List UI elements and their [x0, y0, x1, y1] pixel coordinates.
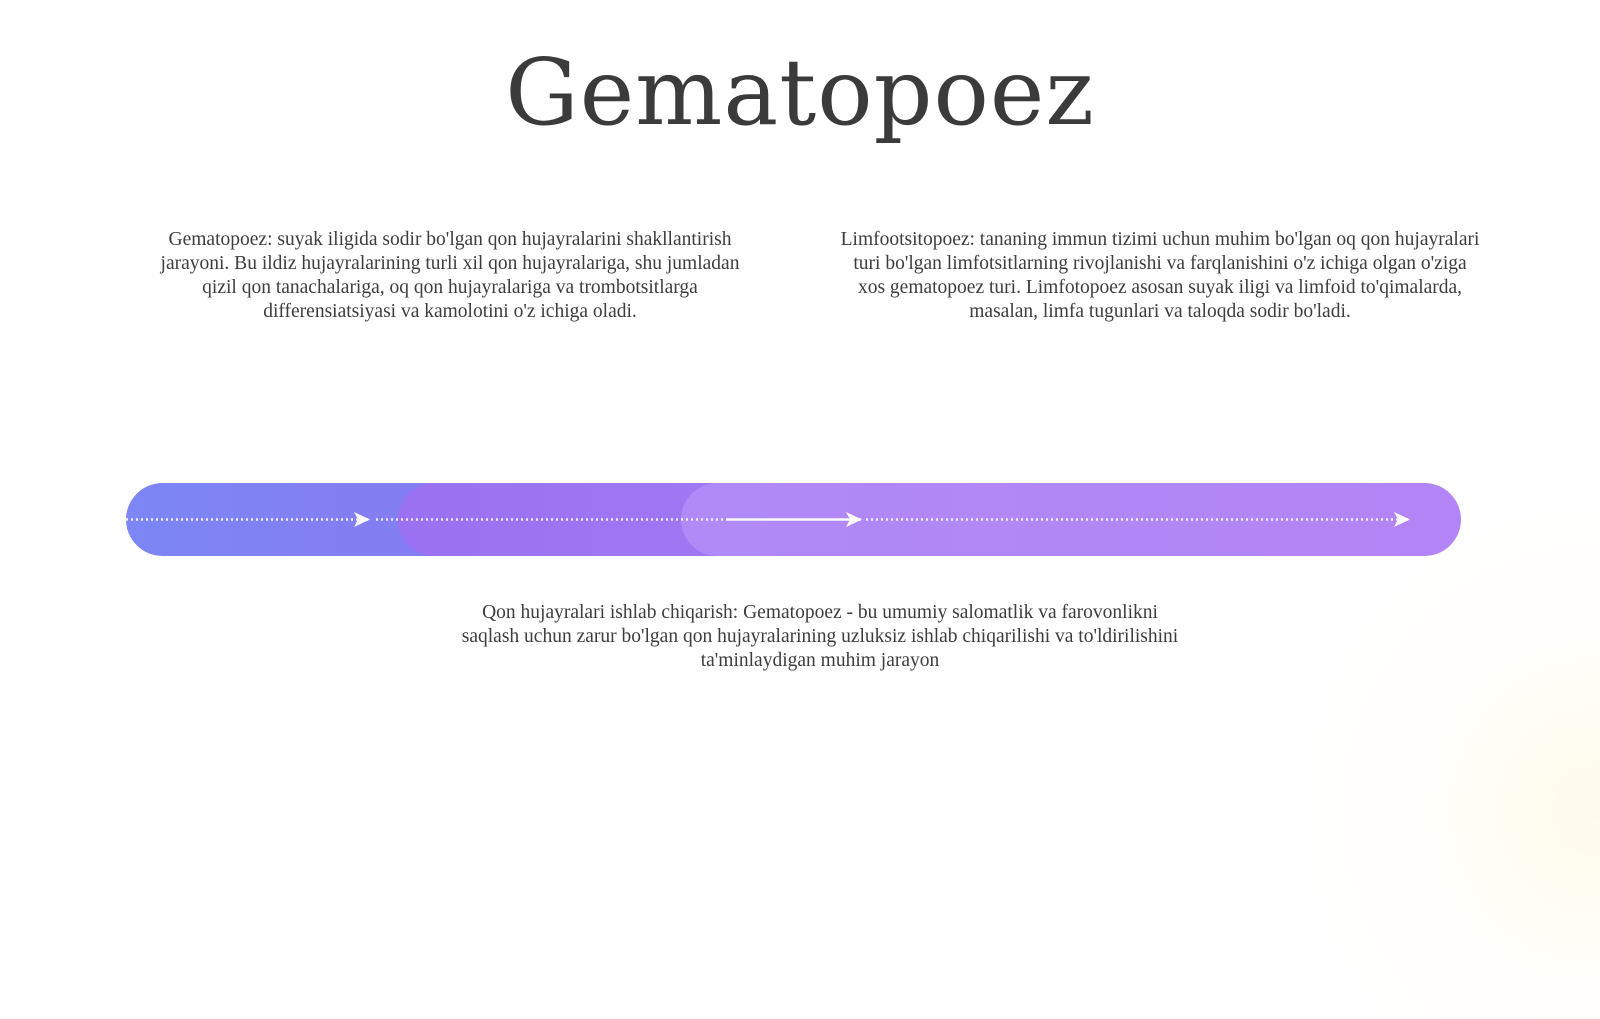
- timeline-graphic: [126, 483, 1461, 556]
- text-block-blood-cell-production: Qon hujayralari ishlab chiqarish: Gematopoez - bu umumiy salomatlik va farovonlikni saqlash uchun zarur bo'lgan qon hujayralarining uzluksiz ishlab chiqarilishi va to'ldirilishini ta'minlaydigan muhim jarayon: [461, 602, 1179, 671]
- background-glow: [1300, 499, 1600, 1019]
- text-block-lymphocytopoiesis: Limfootsitopoez: tananing immun tizimi uchun muhim bo'lgan oq qon hujayralari turi bo'lgan limfotsitlarning rivojlanishi va farqlanishini o'z ichiga olgan o'ziga xos gematopoez turi. Limfotopoez asosan suyak iligi va limfoid to'qimalarda, masalan, limfa tugunlari va taloqda sodir bo'ladi.: [840, 229, 1480, 322]
- timeline-bar: [126, 483, 1461, 556]
- slide-title: Gematopoez: [505, 39, 1095, 146]
- text-block-hematopoiesis: Gematopoez: suyak iligida sodir bo'lgan qon hujayralarini shakllantirish jarayoni. Bu ildiz hujayralarining turli xil qon hujayralariga, shu jumladan qizil qon tanachalariga, oq qon hujayralariga va trombotsitlarga differensiatsiyasi va kamolotini o'z ichiga oladi.: [160, 229, 740, 322]
